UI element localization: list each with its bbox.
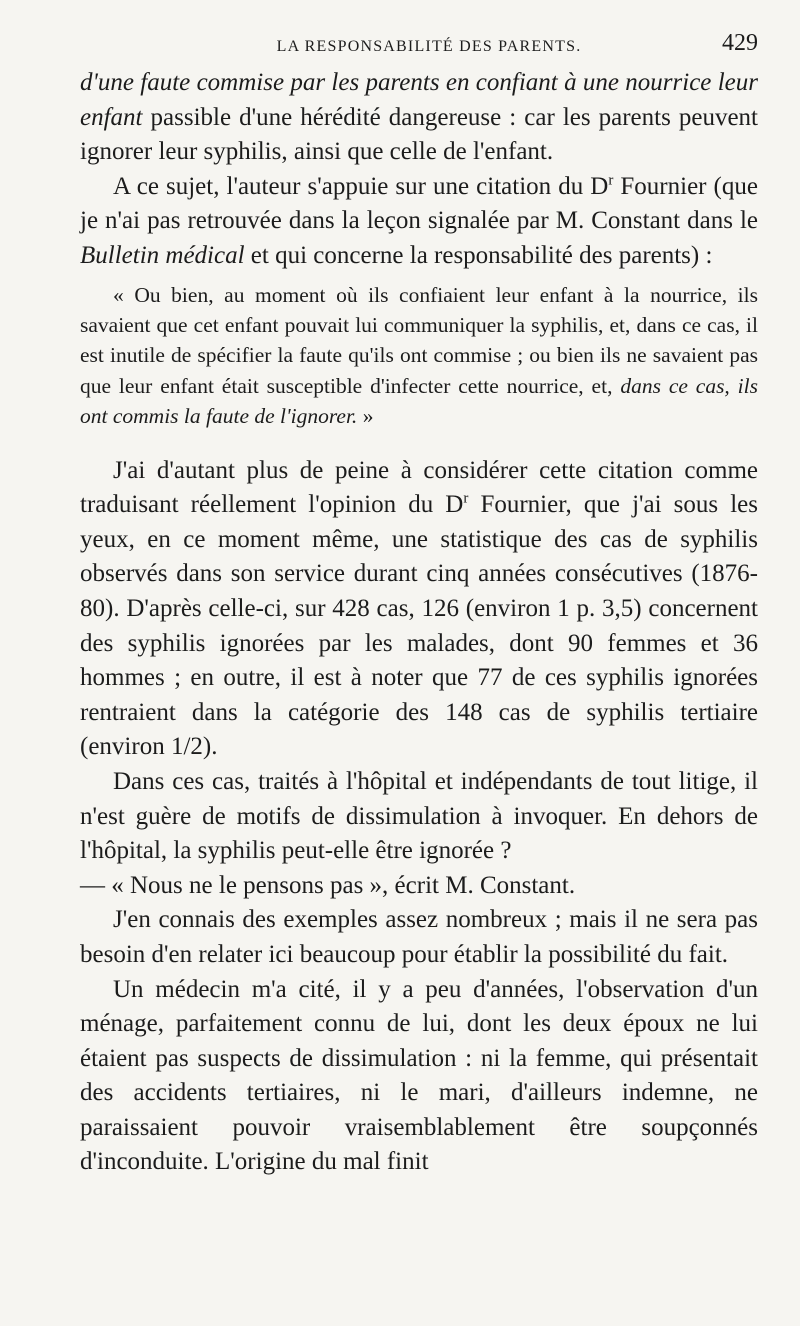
paragraph-3-text-a: J'ai d'autant plus de peine à considérer cette citation comme traduisant réellement l'opinion du D — [80, 456, 758, 519]
page-header — [80, 30, 758, 66]
paragraph-2-text-a: A ce sujet, l'auteur s'appuie sur une citation du D — [113, 172, 609, 200]
paragraph-7: Un médecin m'a cité, il y a peu d'années, l'observation d'un ménage, parfaitement connu de lui, dont les deux époux ne lui étaient pas suspects de dissimulation : ni la femme, qui présentait des accidents tertiaires, ni le mari, d'ailleurs indemne, ne paraissaient pouvoir vraisemblablement être soupçonnés d'inconduite. L'origine du mal finit — [80, 975, 758, 1176]
body-text — [80, 66, 758, 1180]
journal-title: Bulletin médical — [80, 241, 245, 269]
quote-text: « Ou bien, au moment où ils confiaient leur enfant à la nourrice, ils savaient que cet enfant pouvait lui communiquer la syphilis, et, dans ce cas, il est inutile de spécifier la faute qu'ils ont commise ; ou bien ils ne savaient pas que leur enfant était susceptible d'infecter cette nourrice, et, — [80, 282, 758, 398]
quote-close: » — [357, 404, 374, 429]
paragraph-1-text: passible d'une hérédité dangereuse : car les parents peuvent ignorer leur syphilis, ainsi que celle de l'enfant. — [80, 103, 758, 166]
paragraph-6: J'en connais des exemples assez nombreux ; mais il ne sera pas besoin d'en relater ici beaucoup pour établir la possibilité du fait. — [80, 906, 758, 968]
paragraph-1-italic: d'une faute commise par les parents en confiant à une nourrice leur enfant — [80, 69, 758, 131]
paragraph-4: Dans ces cas, traités à l'hôpital et indépendants de tout litige, il n'est guère de motifs de dissimulation à invoquer. En dehors de l'hôpital, la syphilis peut-elle être ignorée ? — [80, 767, 758, 865]
paragraph-3 — [80, 454, 758, 765]
paragraph-1 — [80, 66, 758, 170]
superscript: r — [608, 172, 614, 189]
block-quote — [80, 280, 758, 432]
paragraph-2-text-b: Fournier (que je n'ai pas retrouvée dans la leçon signalée par M. Constant dans le — [80, 172, 758, 235]
paragraph-2 — [80, 170, 758, 274]
page-number: 429 — [722, 30, 758, 56]
superscript: r — [463, 490, 469, 507]
quote-italic: dans ce cas, ils ont commis la faute de l'ignorer. — [80, 373, 758, 429]
paragraph-5: — « Nous ne le pensons pas », écrit M. Constant. — [80, 871, 576, 899]
running-title: LA RESPONSABILITÉ DES PARENTS. — [276, 38, 582, 55]
paragraph-3-text-b: Fournier, que j'ai sous les yeux, en ce moment même, une statistique des cas de syphilis observés dans son service durant cinq années consécutives (1876-80). D'après celle-ci, sur 428 cas, 126 (environ 1 p. 3,5) concernent des syphilis ignorées par les malades, dont 90 femmes et 36 hommes ; en outre, il est à noter que 77 de ces syphilis ignorées rentraient dans la catégorie des 148 cas de syphilis tertiaire (environ 1/2). — [80, 491, 758, 761]
paragraph-2-text-c: et qui concerne la responsabilité des parents) : — [244, 241, 713, 269]
